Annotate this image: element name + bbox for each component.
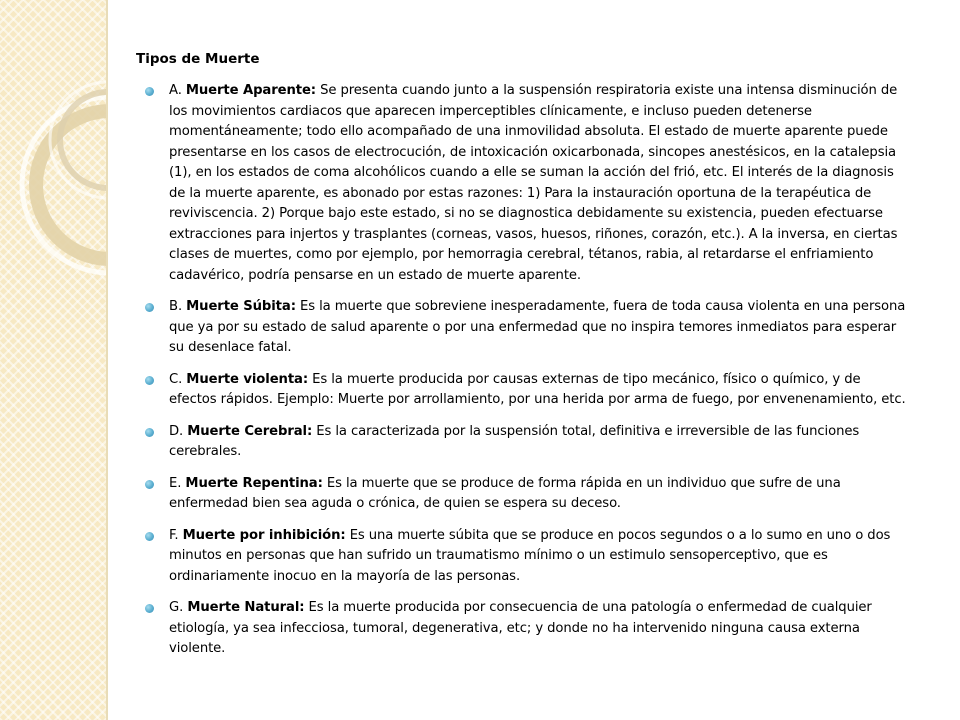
- circle-bullet-icon: [145, 532, 154, 541]
- circle-bullet-icon: [145, 376, 154, 385]
- list-item: [136, 297, 911, 359]
- death-types-list: [136, 81, 911, 660]
- item-letter: D.: [169, 423, 184, 439]
- item-letter: C.: [169, 371, 183, 387]
- item-text: Es la muerte producida por causas externas de tipo mecánico, físico o químico, y de efectos rápidos. Ejemplo: Muerte por arrollamiento, por una herida por arma de fuego, por envenenamiento, etc.: [169, 371, 906, 407]
- item-label: Muerte Súbita:: [186, 299, 296, 314]
- item-text: Es una muerte súbita que se produce en pocos segundos o a lo sumo en uno o dos minutos en personas que han sufrido un traumatismo mínimo o un estimulo sensoperceptivo, que es ordinariamente inocuo en la mayoría de las personas.: [169, 527, 891, 584]
- circle-bullet-icon: [145, 480, 154, 489]
- circle-bullet-icon: [145, 428, 154, 437]
- item-label: Muerte Repentina:: [185, 475, 323, 491]
- circle-bullet-icon: [145, 303, 154, 312]
- decorative-side-panel: [0, 0, 106, 720]
- item-letter: G.: [169, 600, 184, 615]
- list-item: [136, 474, 911, 515]
- item-text: Es la muerte que sobreviene inesperadamente, fuera de toda causa violenta en una persona que ya por su estado de salud aparente o por una enfermedad que no inspira temores inmediatos para esperar su desenlace fatal.: [169, 299, 906, 355]
- item-letter: E.: [169, 475, 182, 491]
- item-label: Muerte por inhibición:: [182, 527, 346, 543]
- list-item: [136, 81, 911, 286]
- list-item: [136, 422, 911, 463]
- item-text: Es la muerte producida por consecuencia de una patología o enfermedad de cualquier etiología, ya sea infecciosa, tumoral, degenerativa, etc; y donde no ha intervenido ninguna causa externa violente.: [169, 600, 872, 656]
- decorative-rings-icon: [0, 0, 106, 720]
- item-label: Muerte Natural:: [187, 600, 305, 615]
- list-item: [136, 370, 911, 411]
- circle-bullet-icon: [145, 604, 154, 613]
- list-item: [136, 526, 911, 588]
- item-label: Muerte Cerebral:: [187, 423, 313, 439]
- slide-title: Tipos de Muerte: [136, 51, 260, 67]
- item-label: Muerte violenta:: [186, 371, 309, 387]
- item-text: Se presenta cuando junto a la suspensión respiratoria existe una intensa disminución de los movimientos cardiacos que aparecen imperceptibles clínicamente, e incluso pueden detenerse momentáneamente; todo ello acompañado de una inmovilidad absoluta. El estado de muerte aparente puede presentarse en los casos de electrocución, de intoxicación oxicarbonada, sincopes anestésicos, en la catalepsia (1), en los estados de coma alcohólicos cuando a elle se suman la acción del frió, etc. El interés de la diagnosis de la muerte aparente, es abonado por estas razones: 1) Para la instauración oportuna de la terapéutica de reviviscencia. 2) Porque bajo este estado, si no se diagnostica debidamente su existencia, pueden efectuarse extracciones para injertos y trasplantes (corneas, vasos, huesos, riñones, corazón, etc.). A la inversa, en ciertas clases de muertes, como por ejemplo, por hemorragia cerebral, tétanos, rabia, al retardarse el enfriamiento cadavérico, podría pensarse en un estado de muerte aparente.: [169, 83, 898, 283]
- item-letter: F.: [169, 527, 179, 543]
- item-text: Es la caracterizada por la suspensión total, definitiva e irreversible de las funciones cerebrales.: [169, 423, 860, 459]
- item-letter: A.: [169, 83, 182, 98]
- circle-bullet-icon: [145, 87, 154, 96]
- panel-divider: [106, 0, 108, 720]
- list-item: [136, 598, 911, 660]
- item-label: Muerte Aparente:: [185, 83, 316, 98]
- item-text: Es la muerte que se produce de forma rápida en un individuo que sufre de una enfermedad bien sea aguda o crónica, de quien se espera su deceso.: [169, 475, 841, 511]
- slide-content: [136, 50, 911, 671]
- item-letter: B.: [169, 299, 183, 314]
